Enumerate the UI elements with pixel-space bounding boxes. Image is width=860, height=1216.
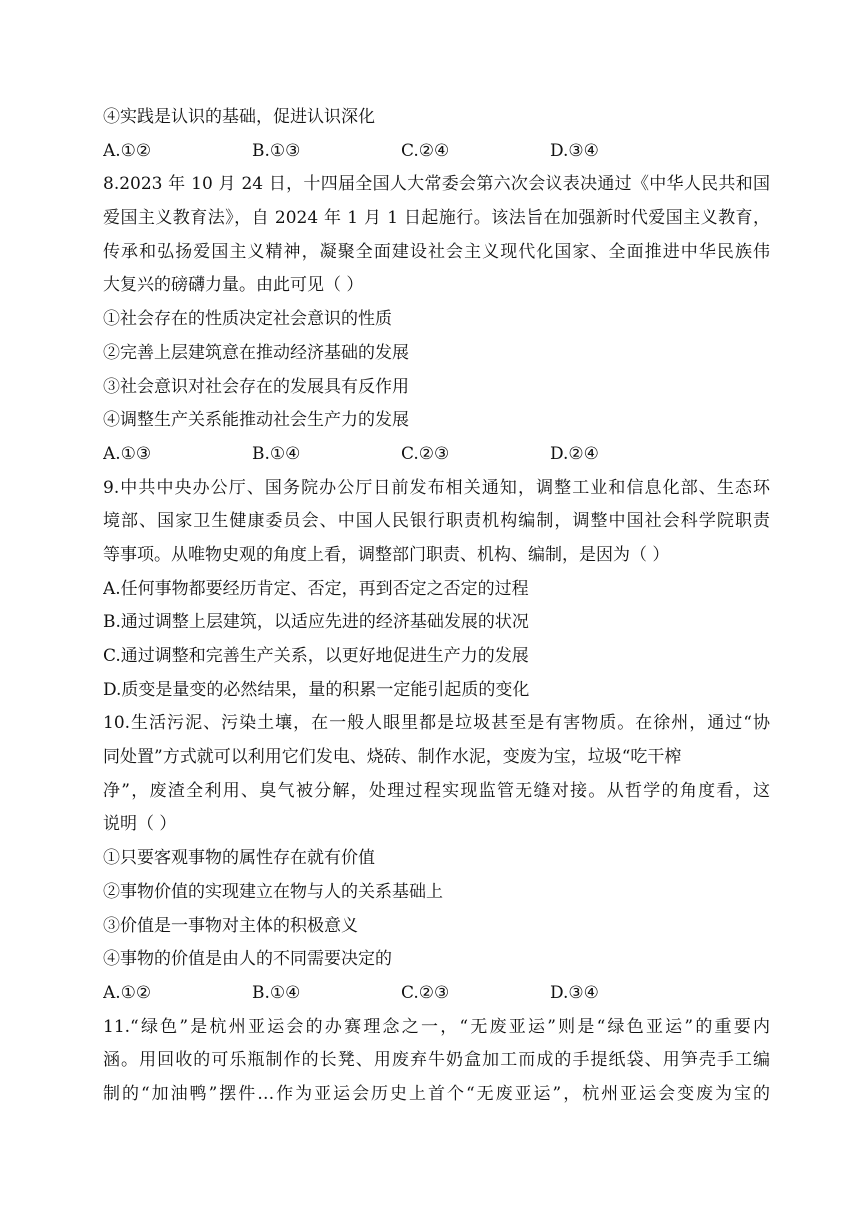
q10-choice-a: A.①② (103, 982, 152, 1003)
q11-stem-line-1: 11.“绿色”是杭州亚运会的办赛理念之一，“无废亚运”则是“绿色亚运”的重要内 (103, 1016, 770, 1037)
q10-choices (103, 977, 770, 1011)
q8-choice-d: D.②④ (550, 443, 599, 464)
q9-stem-line-3: 等事项。从唯物史观的角度上看，调整部门职责、机构、编制，是因为（ ） (103, 544, 670, 565)
q7-choice-b: B.①③ (252, 140, 301, 161)
q10-choice-b: B.①④ (252, 982, 301, 1003)
q9-option-d: D.质变是量变的必然结果，量的积累一定能引起质的变化 (103, 679, 530, 700)
q7-choices (103, 135, 770, 169)
q9-stem-line-1: 9.中共中央办公厅、国务院办公厅日前发布相关通知，调整工业和信息化部、生态环 (103, 477, 770, 498)
q7-choice-c: C.②④ (401, 140, 450, 161)
q8-choices (103, 438, 770, 472)
q10-option-3: ③价值是一事物对主体的积极意义 (103, 915, 358, 936)
q9-option-a: A.任何事物都要经历肯定、否定，再到否定之否定的过程 (103, 578, 529, 599)
q10-option-2: ②事物价值的实现建立在物与人的关系基础上 (103, 881, 443, 902)
q8-option-4: ④调整生产关系能推动社会生产力的发展 (103, 410, 409, 431)
q10-option-4: ④事物的价值是由人的不同需要决定的 (103, 949, 392, 970)
q8-option-3: ③社会意识对社会存在的发展具有反作用 (103, 376, 409, 397)
q10-stem-line-4: 说明（ ） (103, 814, 177, 835)
q8-choice-b: B.①④ (252, 443, 301, 464)
q11-stem-line-2: 涵。用回收的可乐瓶制作的长凳、用废弃牛奶盒加工而成的手提纸袋、用笋壳手工编 (103, 1050, 770, 1071)
q7-choice-d: D.③④ (550, 140, 599, 161)
q10-stem-line-1: 10.生活污泥、污染土壤，在一般人眼里都是垃圾甚至是有害物质。在徐州，通过“协 (103, 713, 770, 734)
q10-stem-line-2: 同处置”方式就可以利用它们发电、烧砖、制作水泥，变废为宝，垃圾“吃干榨 (103, 747, 682, 768)
q7-option-4: ④实践是认识的基础，促进认识深化 (103, 107, 375, 127)
q10-stem-line-3: 净”，废渣全利用、臭气被分解，处理过程实现监管无缝对接。从哲学的角度看，这 (103, 780, 770, 801)
q11-stem-line-3: 制的“加油鸭”摆件…作为亚运会历史上首个“无废亚运”，杭州亚运会变废为宝的 (103, 1083, 770, 1104)
q8-choice-c: C.②③ (401, 443, 450, 464)
q10-option-1: ①只要客观事物的属性存在就有价值 (103, 848, 375, 869)
q8-stem-line-2: 爱国主义教育法》，自 2024 年 1 月 1 日起施行。该法旨在加强新时代爱国主义教育， (103, 208, 770, 229)
q10-choice-c: C.②③ (401, 982, 450, 1003)
q8-choice-a: A.①③ (103, 443, 152, 464)
q8-option-2: ②完善上层建筑意在推动经济基础的发展 (103, 342, 409, 363)
q9-stem-line-2: 境部、国家卫生健康委员会、中国人民银行职责机构编制，调整中国社会科学院职责 (103, 511, 770, 532)
q8-stem-line-4: 大复兴的磅礴力量。由此可见（ ） (103, 275, 364, 296)
q8-option-1: ①社会存在的性质决定社会意识的性质 (103, 309, 392, 330)
q8-stem-line-3: 传承和弘扬爱国主义精神，凝聚全面建设社会主义现代化国家、全面推进中华民族伟 (103, 241, 770, 262)
q9-option-b: B.通过调整上层建筑，以适应先进的经济基础发展的状况 (103, 612, 529, 633)
q10-choice-d: D.③④ (550, 982, 599, 1003)
q8-stem-line-1: 8.2023 年 10 月 24 日，十四届全国人大常委会第六次会议表决通过《中华人民共和国 (103, 174, 770, 195)
q7-choice-a: A.①② (103, 140, 152, 161)
q9-option-c: C.通过调整和完善生产关系，以更好地促进生产力的发展 (103, 646, 529, 666)
